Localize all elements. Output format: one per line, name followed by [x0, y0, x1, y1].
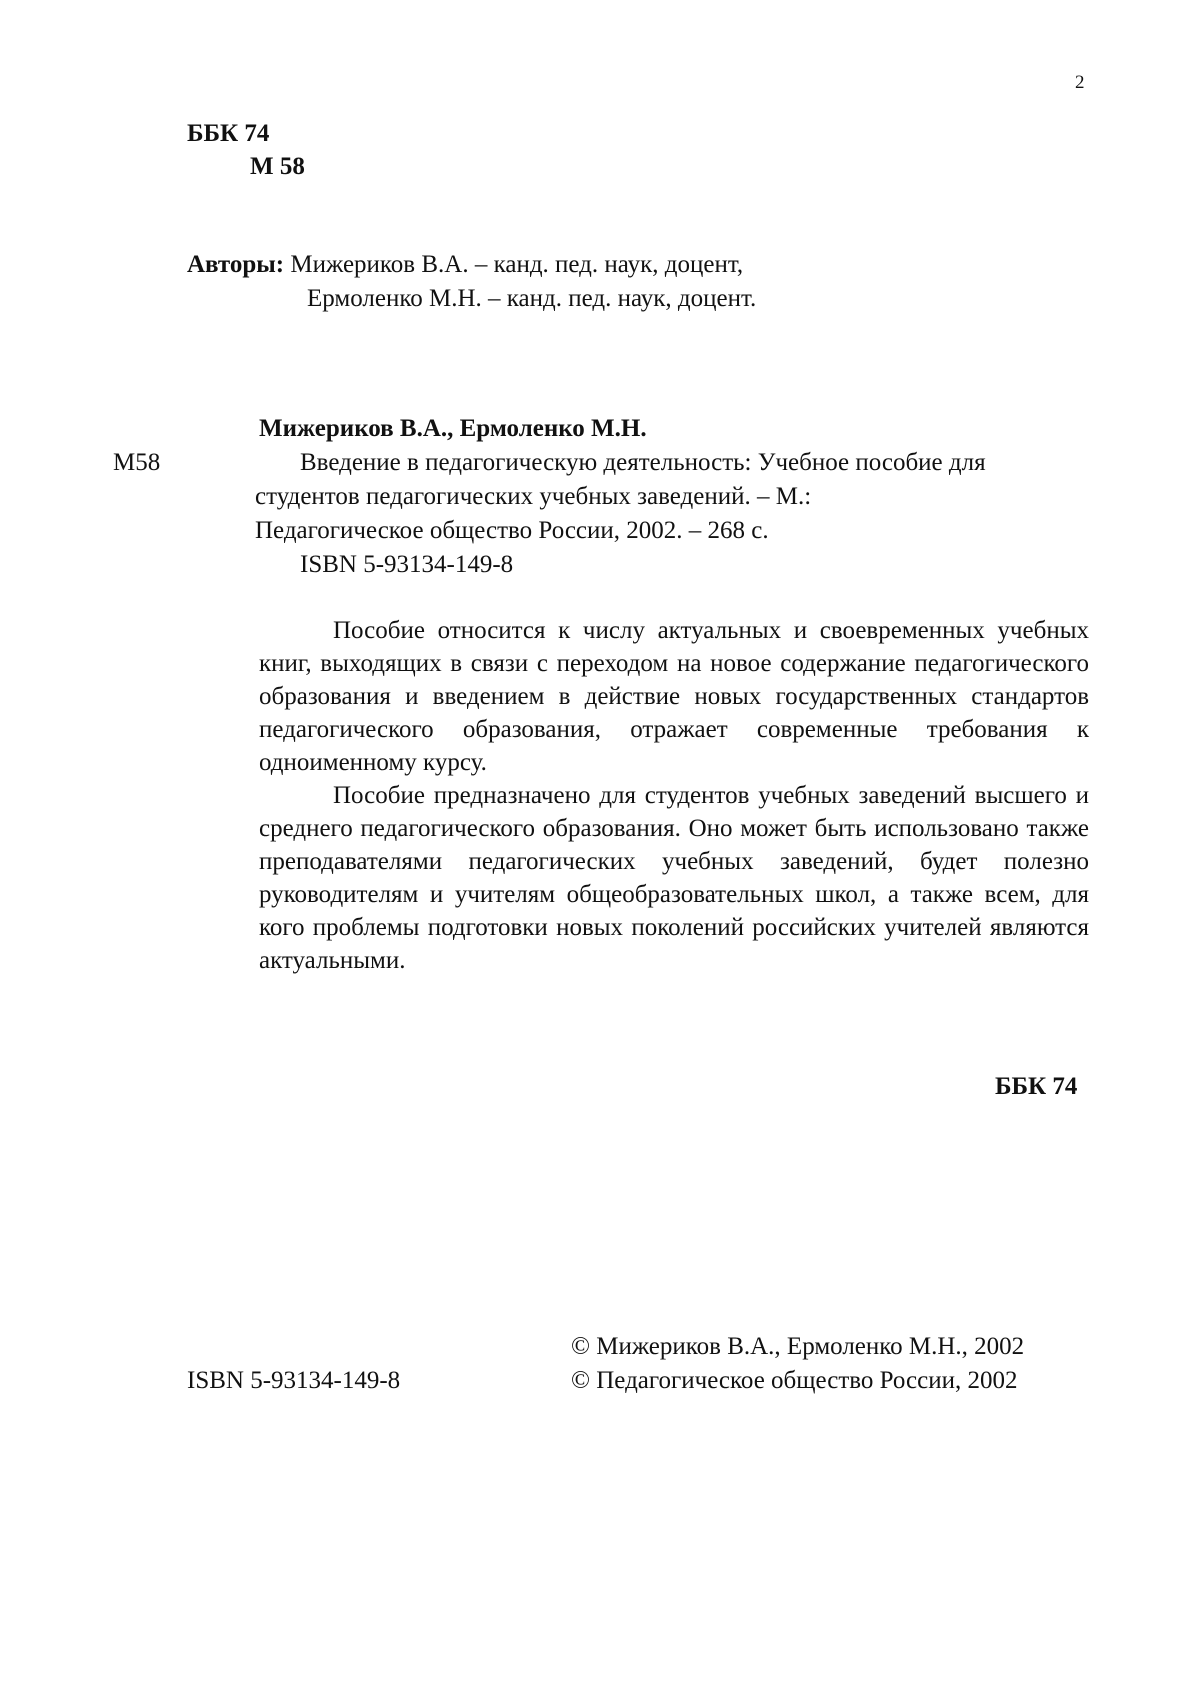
copyright-publisher: © Педагогическое общество России, 2002 — [571, 1367, 1018, 1394]
footer-isbn: ISBN 5-93134-149-8 — [187, 1367, 401, 1394]
bibliographic-publisher-line: Педагогическое общество России, 2002. – 268 с. — [255, 517, 769, 544]
bbk-index-bottom: ББК 74 — [995, 1073, 1078, 1100]
annotation-paragraph-1 — [259, 614, 1089, 779]
page-number: 2 — [1075, 72, 1085, 93]
copyright-authors: © Мижериков В.А., Ермоленко М.Н., 2002 — [571, 1333, 1025, 1360]
bbk-index: ББК 74 — [187, 120, 270, 147]
author-2: Ермоленко М.Н. – канд. пед. наук, доцент. — [307, 285, 757, 312]
bibliographic-isbn: ISBN 5-93134-149-8 — [300, 551, 514, 578]
annotation-paragraph-1-text: Пособие относится к числу актуальных и своевременных учебных книг, выходящих в связи с переходом на новое содержание педагогического образования и введением в действие новых государственных стандартов педагогического образования, отражает современные требования к одноименному курсу. — [259, 617, 1089, 776]
bibliographic-authors: Мижериков В.А., Ермоленко М.Н. — [259, 415, 647, 442]
bibliographic-title-line-1: Введение в педагогическую деятельность: Учебное пособие для — [300, 449, 986, 476]
annotation-paragraph-2 — [259, 779, 1089, 977]
author-1: Мижериков В.А. – канд. пед. наук, доцент, — [290, 251, 744, 278]
annotation-paragraph-2-text: Пособие предназначено для студентов учебных заведений высшего и среднего педагогического образования. Оно может быть использовано также преподавателями педагогических учебных заведений, будет полезно руководителям и учителям общеобразовательных школ, а также всем, для кого проблемы подготовки новых поколений российских учителей являются актуальными. — [259, 782, 1089, 974]
author-sign: М 58 — [250, 153, 305, 180]
bibliographic-title-line-2: студентов педагогических учебных заведений. – М.: — [255, 483, 812, 510]
authors-line-1 — [187, 248, 743, 281]
authors-label: Авторы: — [187, 251, 285, 278]
catalog-card-code: М58 — [113, 449, 161, 476]
